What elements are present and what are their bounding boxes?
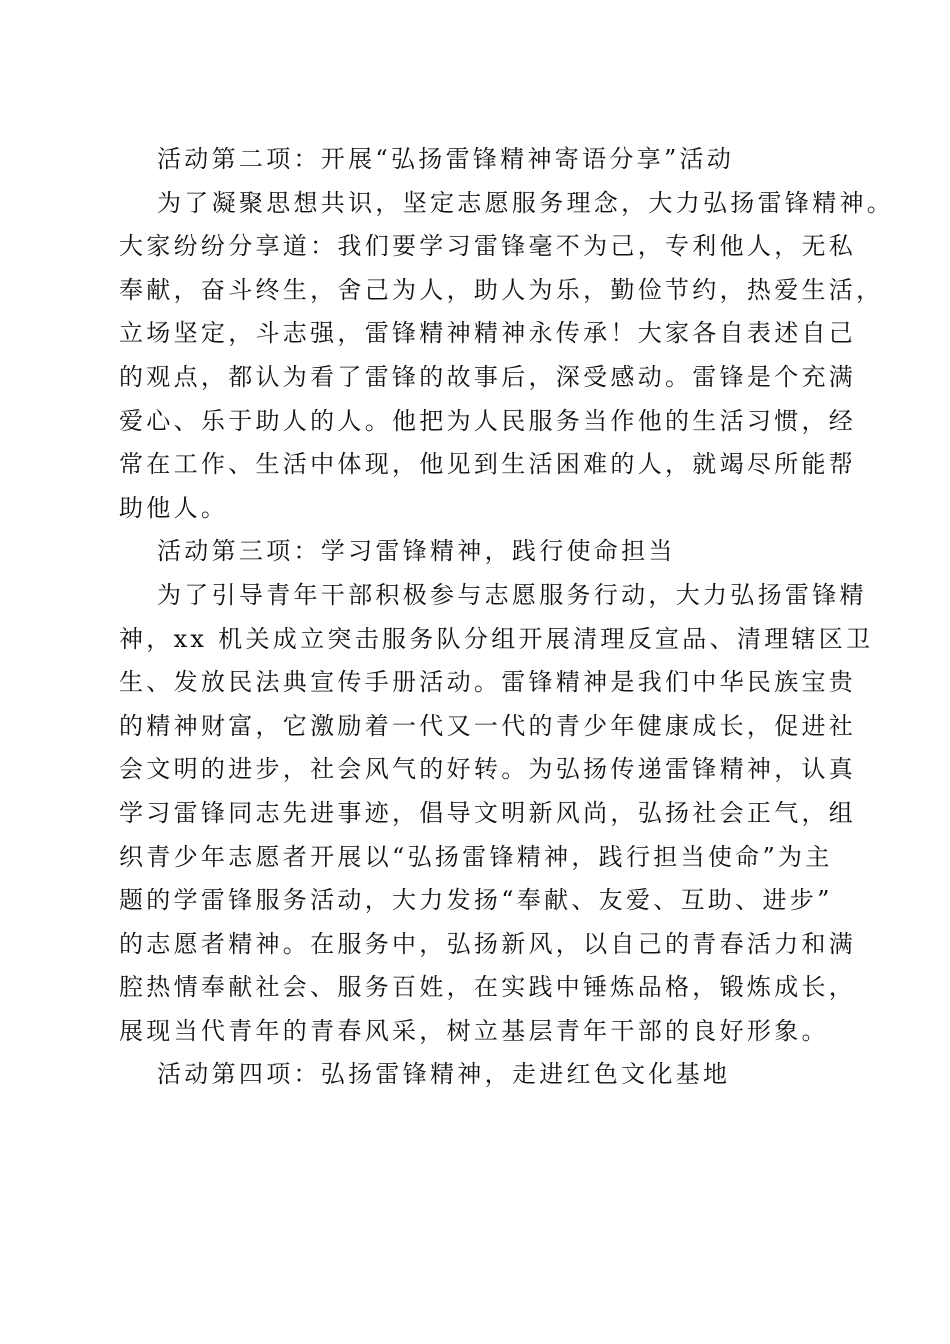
paragraph-line: 展现当代青年的青春风采，树立基层青年干部的良好形象。 xyxy=(119,1016,829,1045)
paragraph-line: 大家纷纷分享道：我们要学习雷锋毫不为己，专利他人，无私 xyxy=(119,232,857,261)
section-heading-activity-2: 活动第二项：开展“弘扬雷锋精神寄语分享”活动 xyxy=(157,145,735,173)
paragraph-line: 会文明的进步，社会风气的好转。为弘扬传递雷锋精神，认真 xyxy=(119,755,857,784)
paragraph-line: 爱心、乐于助人的人。他把为人民服务当作他的生活习惯，经 xyxy=(119,406,857,435)
section-heading-activity-4: 活动第四项：弘扬雷锋精神，走进红色文化基地 xyxy=(157,1060,731,1089)
paragraph-line: 助他人。 xyxy=(119,493,229,522)
section-heading-activity-3: 活动第三项：学习雷锋精神，践行使命担当 xyxy=(157,537,676,566)
paragraph-line: 奉献，奋斗终生，舍己为人，助人为乐，勤俭节约，热爱生活， xyxy=(119,275,884,304)
paragraph-line: 题的学雷锋服务活动，大力发扬“奉献、友爱、互助、进步” xyxy=(119,886,833,915)
paragraph-line: 为了引导青年干部积极参与志愿服务行动，大力弘扬雷锋精 xyxy=(157,580,867,609)
paragraph-line: 的志愿者精神。在服务中，弘扬新风，以自己的青春活力和满 xyxy=(119,929,857,958)
paragraph-line: 为了凝聚思想共识，坚定志愿服务理念，大力弘扬雷锋精神。 xyxy=(157,188,895,217)
paragraph-line: 学习雷锋同志先进事迹，倡导文明新风尚，弘扬社会正气，组 xyxy=(119,798,857,827)
paragraph-line: 的观点，都认为看了雷锋的故事后，深受感动。雷锋是个充满 xyxy=(119,362,857,391)
paragraph-line: 腔热情奉献社会、服务百姓，在实践中锤炼品格，锻炼成长， xyxy=(119,973,857,1002)
paragraph-line: 生、发放民法典宣传手册活动。雷锋精神是我们中华民族宝贵 xyxy=(119,668,857,697)
paragraph-line: 的精神财富，它激励着一代又一代的青少年健康成长，促进社 xyxy=(119,711,857,740)
paragraph-line: 神，xx 机关成立突击服务队分组开展清理反宣品、清理辖区卫 xyxy=(119,624,874,653)
paragraph-line: 织青少年志愿者开展以“弘扬雷锋精神，践行担当使命”为主 xyxy=(119,842,833,871)
paragraph-line: 立场坚定，斗志强，雷锋精神精神永传承！大家各自表述自己 xyxy=(119,319,857,348)
paragraph-line: 常在工作、生活中体现，他见到生活困难的人，就竭尽所能帮 xyxy=(119,450,857,479)
document-body xyxy=(119,138,895,1097)
